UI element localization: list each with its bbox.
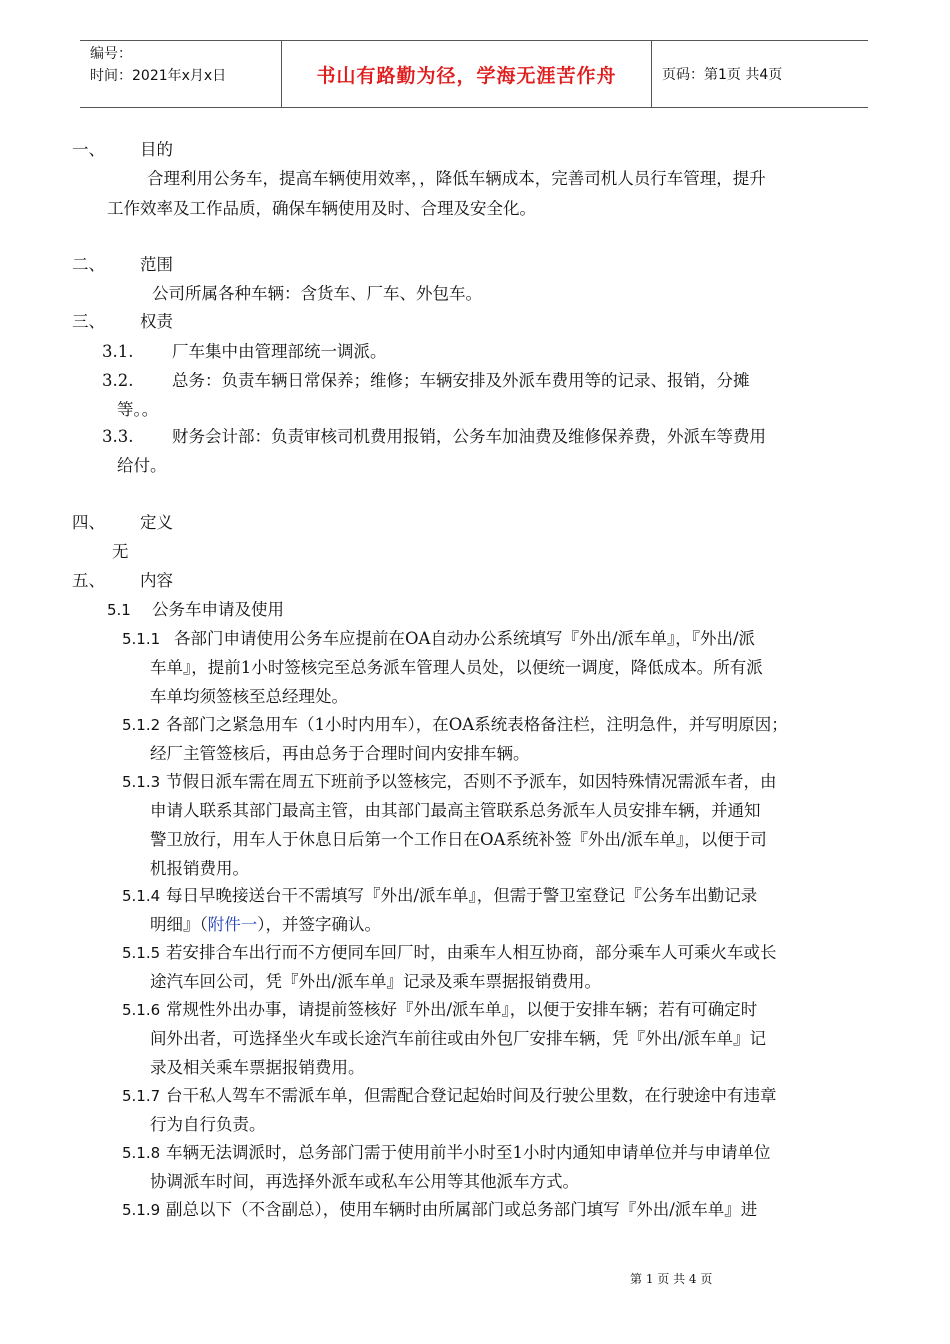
item-line: 台干私人驾车不需派车单，但需配合登记起始时间及行驶公里数，在行驶途中有违章 — [166, 1086, 777, 1105]
item-line: 录及相关乘车票据报销费用。 — [150, 1058, 365, 1077]
section-2-number: 二、 — [72, 255, 105, 274]
number-label: 编号： — [90, 46, 132, 62]
item-number: 5.1.1 — [122, 630, 161, 648]
section-5-number: 五、 — [72, 571, 105, 590]
attachment-link[interactable]: 附件一 — [207, 915, 258, 934]
item-line: 各部门之紧急用车（1小时内用车），在OA系统表格备注栏，注明急件，并写明原因； — [166, 715, 788, 734]
section-1-para-line: 工作效率及工作品质，确保车辆使用及时、合理及安全化。 — [107, 199, 536, 218]
item-3-1-text: 厂车集中由管理部统一调派。 — [172, 342, 387, 361]
page-header — [80, 40, 868, 108]
time-label: 时间：2021年x月x日 — [90, 68, 227, 84]
section-1-para-line: 合理利用公务车，提高车辆使用效率，，降低车辆成本，完善司机人员行车管理，提升 — [147, 169, 766, 188]
item-number: 5.1.8 — [122, 1144, 161, 1162]
item-number: 5.1.5 — [122, 944, 161, 962]
item-3-2-text-cont: 等。。 — [117, 400, 159, 419]
item-3-1-number: 3.1. — [102, 342, 134, 361]
section-2-para-line: 公司所属各种车辆：含货车、厂车、外包车。 — [152, 284, 482, 303]
item-line: 协调派车时间，再选择外派车或私车公用等其他派车方式。 — [150, 1172, 579, 1191]
item-text: ），并签字确认。 — [257, 915, 381, 934]
item-line: 若安排合车出行而不方便同车回厂时，由乘车人相互协商，部分乘车人可乘火车或长 — [166, 943, 777, 962]
page-footer: 第 1 页 共 4 页 — [630, 1272, 713, 1286]
item-line: 车辆无法调派时，总务部门需于使用前半小时至1小时内通知申请单位并与申请单位 — [166, 1143, 771, 1162]
header-page-info: 页码：第1页 共4页 — [662, 67, 783, 83]
item-line: 车单均须签核至总经理处。 — [150, 687, 348, 706]
item-line: 间外出者，可选择坐火车或长途汽车前往或由外包厂安排车辆，凭『外出/派车单』记 — [150, 1029, 767, 1048]
header-motto: 书山有路勤为径，学海无涯苦作舟 — [282, 41, 652, 107]
header-meta — [80, 41, 282, 107]
item-line: 警卫放行，用车人于休息日后第一个工作日在OA系统补签『外出/派车单』，以便于司 — [150, 830, 767, 849]
item-line: 途汽车回公司，凭『外出/派车单』记录及乘车票据报销费用。 — [150, 972, 602, 991]
item-number: 5.1.9 — [122, 1201, 161, 1219]
item-3-2-number: 3.2. — [102, 371, 134, 390]
section-1-number: 一、 — [72, 140, 105, 159]
subsection-5-1-number: 5.1 — [107, 601, 131, 619]
section-3-number: 三、 — [72, 312, 105, 331]
item-line: 车单』，提前1小时签核完至总务派车管理人员处，以便统一调度，降低成本。所有派 — [150, 658, 763, 677]
item-line: 申请人联系其部门最高主管，由其部门最高主管联系总务派车人员安排车辆，并通知 — [150, 801, 761, 820]
item-3-3-text: 财务会计部：负责审核司机费用报销，公务车加油费及维修保养费，外派车等费用 — [172, 427, 766, 446]
item-3-3-text-cont: 给付。 — [117, 456, 167, 475]
item-line: 副总以下（不含副总），使用车辆时由所属部门或总务部门填写『外出/派车单』进 — [166, 1200, 758, 1219]
item-number: 5.1.4 — [122, 887, 161, 905]
item-3-3-number: 3.3. — [102, 427, 134, 446]
section-1-title: 目的 — [140, 140, 173, 159]
item-number: 5.1.6 — [122, 1001, 161, 1019]
section-2-title: 范围 — [140, 255, 173, 274]
item-line: 行为自行负责。 — [150, 1115, 266, 1134]
item-text: 明细』（ — [150, 915, 208, 934]
item-3-2-text: 总务：负责车辆日常保养；维修；车辆安排及外派车费用等的记录、报销，分摊 — [172, 371, 750, 390]
subsection-5-1-title: 公务车申请及使用 — [152, 600, 284, 619]
item-line: 经厂主管签核后，再由总务于合理时间内安排车辆。 — [150, 744, 530, 763]
item-line: 常规性外出办事，请提前签核好『外出/派车单』，以便于安排车辆；若有可确定时 — [166, 1000, 758, 1019]
item-line: 每日早晚接送台干不需填写『外出/派车单』，但需于警卫室登记『公务车出勤记录 — [166, 886, 758, 905]
section-4-number: 四、 — [72, 513, 105, 532]
item-number: 5.1.2 — [122, 716, 161, 734]
item-line: 节假日派车需在周五下班前予以签核完，否则不予派车，如因特殊情况需派车者，由 — [166, 772, 777, 791]
item-line: 各部门申请使用公务车应提前在OA自动办公系统填写『外出/派车单』，『外出/派 — [174, 629, 756, 648]
section-5-title: 内容 — [140, 571, 173, 590]
item-number: 5.1.3 — [122, 773, 161, 791]
item-number: 5.1.7 — [122, 1087, 161, 1105]
section-4-title: 定义 — [140, 513, 173, 532]
item-line — [150, 913, 381, 937]
item-line: 机报销费用。 — [150, 859, 249, 878]
section-4-para-line: 无 — [112, 542, 129, 561]
section-3-title: 权责 — [140, 312, 173, 331]
